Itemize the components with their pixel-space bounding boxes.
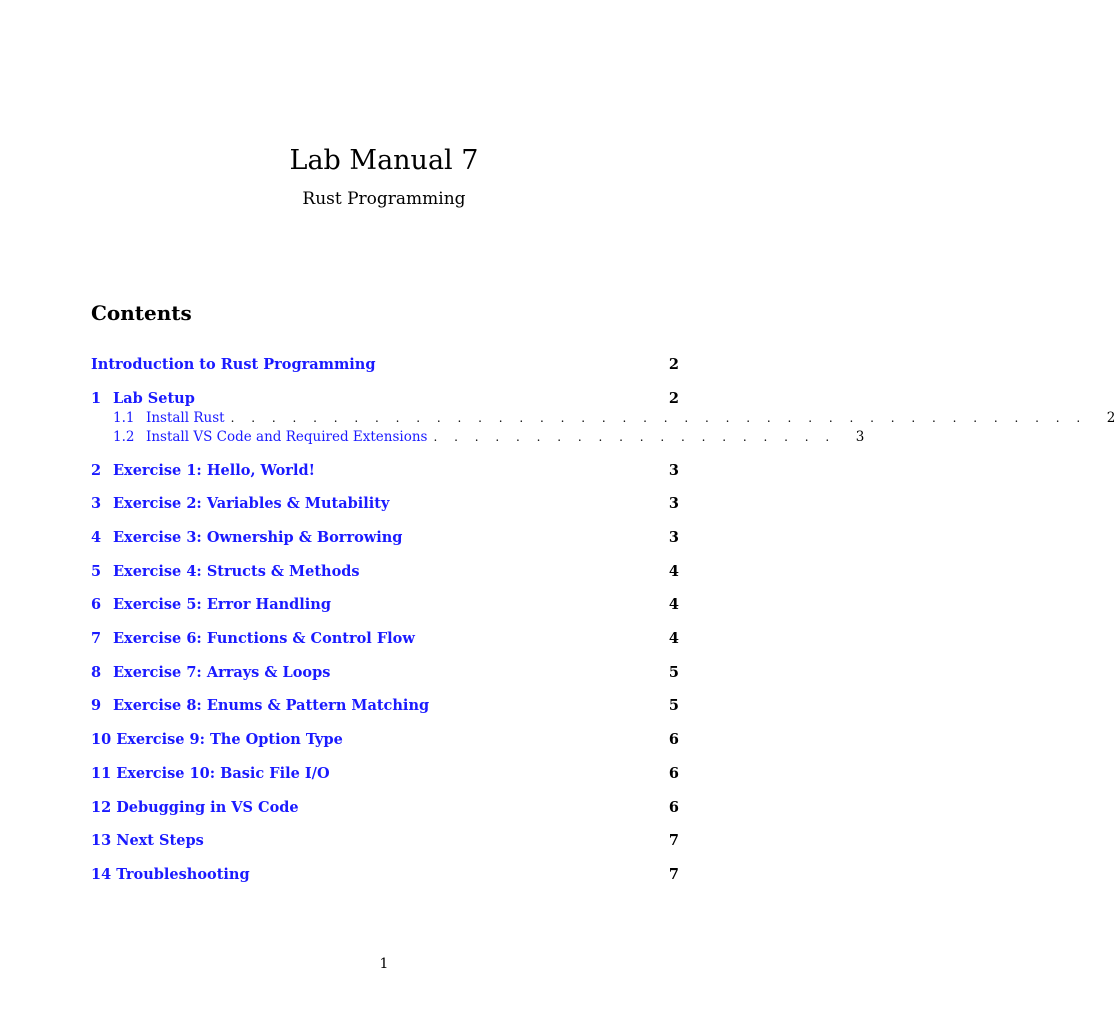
- toc-subentry-page: 2: [1106, 410, 1115, 426]
- toc-entry-title: Debugging in VS Code: [116, 799, 299, 816]
- toc-entry-title: Exercise 7: Arrays & Loops: [113, 664, 331, 681]
- toc-entry-page: 4: [668, 630, 679, 647]
- toc-entry-number: 8: [91, 664, 102, 681]
- toc-entry-title: Troubleshooting: [116, 866, 250, 883]
- toc-entry-number: 13: [91, 832, 112, 849]
- toc-entry-page: 3: [668, 495, 679, 512]
- toc-entry-number: 2: [91, 462, 102, 479]
- toc-subentry-install-vscode[interactable]: [113, 428, 865, 446]
- toc-entry-page: 6: [668, 765, 679, 782]
- toc-entry-introduction[interactable]: [91, 355, 679, 375]
- toc-entry-number: 12: [91, 799, 112, 816]
- toc-entry-next-steps[interactable]: [91, 831, 679, 851]
- toc-entry-page: 3: [668, 462, 679, 479]
- toc-entry-number: 6: [91, 596, 102, 613]
- toc-entry-title: Exercise 5: Error Handling: [113, 596, 331, 613]
- toc-entry-page: 2: [668, 356, 679, 373]
- toc-subentry-install-rust[interactable]: [113, 409, 1115, 427]
- contents-heading: Contents: [91, 301, 192, 325]
- toc-subentry-number: 1.2: [113, 429, 135, 445]
- toc-entry-page: 6: [668, 799, 679, 816]
- toc-entry-title: Lab Setup: [113, 390, 195, 407]
- toc-entry-number: 10: [91, 731, 112, 748]
- toc-entry-exercise-10[interactable]: [91, 764, 679, 784]
- toc-entry-page: 3: [668, 529, 679, 546]
- toc-entry-title: Exercise 6: Functions & Control Flow: [113, 630, 415, 647]
- toc-entry-number: 9: [91, 697, 102, 714]
- toc-entry-number: 14: [91, 866, 112, 883]
- toc-entry-title: Next Steps: [116, 832, 204, 849]
- toc-entry-title: Exercise 2: Variables & Mutability: [113, 495, 390, 512]
- toc-subentry-title: Install VS Code and Required Extensions: [146, 429, 428, 445]
- document-subtitle: Rust Programming: [302, 189, 466, 209]
- toc-subentry-number: 1.1: [113, 410, 135, 426]
- toc-entry-page: 7: [668, 832, 679, 849]
- toc-entry-title: Exercise 1: Hello, World!: [113, 462, 315, 479]
- toc-entry-number: 3: [91, 495, 102, 512]
- toc-entry-page: 6: [668, 731, 679, 748]
- toc-entry-exercise-1[interactable]: [91, 461, 679, 481]
- toc-entry-exercise-9[interactable]: [91, 730, 679, 750]
- document-title: Lab Manual 7: [289, 145, 479, 176]
- toc-entry-exercise-8[interactable]: [91, 696, 679, 716]
- page-number: 1: [379, 956, 389, 972]
- toc-entry-number: 11: [91, 765, 112, 782]
- toc-entry-exercise-7[interactable]: [91, 663, 679, 683]
- toc-entry-title: Exercise 9: The Option Type: [116, 731, 343, 748]
- toc-entry-troubleshooting[interactable]: [91, 865, 679, 885]
- toc-entry-title: Exercise 4: Structs & Methods: [113, 563, 360, 580]
- toc-entry-page: 4: [668, 563, 679, 580]
- toc-entry-debugging[interactable]: [91, 798, 679, 818]
- toc-entry-page: 2: [668, 390, 679, 407]
- toc-entry-page: 4: [668, 596, 679, 613]
- toc-entry-number: 5: [91, 563, 102, 580]
- toc-subentry-page: 3: [855, 429, 865, 445]
- toc-entry-number: 4: [91, 529, 102, 546]
- toc-entry-title: Introduction to Rust Programming: [91, 356, 376, 373]
- toc-entry-exercise-2[interactable]: [91, 494, 679, 514]
- toc-entry-exercise-6[interactable]: [91, 629, 679, 649]
- toc-entry-title: Exercise 8: Enums & Pattern Matching: [113, 697, 430, 714]
- toc-dot-leader: . . . . . . . . . . . . . . . . . . . . . . . . . . . . . . . . . . . . . . . . . .: [230, 411, 1087, 425]
- toc-entry-page: 7: [668, 866, 679, 883]
- toc-entry-page: 5: [668, 697, 679, 714]
- toc-entry-exercise-5[interactable]: [91, 595, 679, 615]
- toc-entry-title: Exercise 10: Basic File I/O: [116, 765, 330, 782]
- toc-entry-page: 5: [668, 664, 679, 681]
- toc-subentry-title: Install Rust: [146, 410, 225, 426]
- toc-dot-leader: . . . . . . . . . . . . . . . . . . . .: [433, 430, 836, 444]
- toc-entry-lab-setup[interactable]: [91, 389, 679, 409]
- toc-entry-number: 1: [91, 390, 102, 407]
- toc-entry-title: Exercise 3: Ownership & Borrowing: [113, 529, 403, 546]
- toc-entry-exercise-3[interactable]: [91, 528, 679, 548]
- toc-entry-exercise-4[interactable]: [91, 562, 679, 582]
- toc-entry-number: 7: [91, 630, 102, 647]
